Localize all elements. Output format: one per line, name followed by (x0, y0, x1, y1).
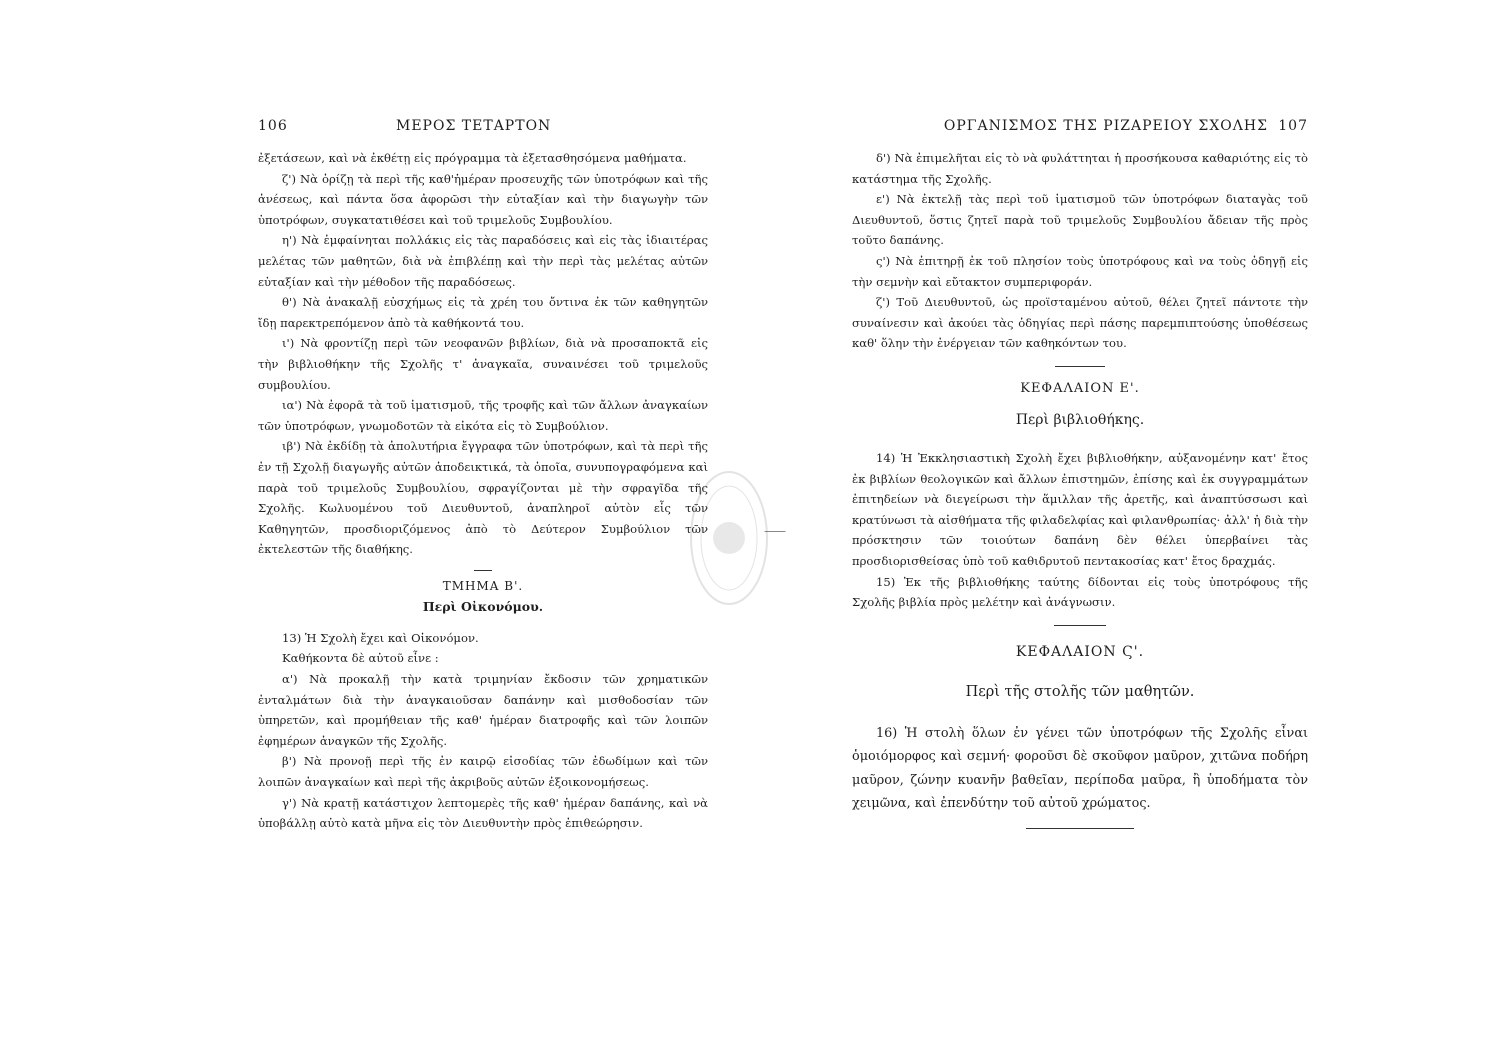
uniform-body (852, 722, 1308, 816)
paragraph: θ') Νὰ ἀνακαλῇ εὐσχήμως εἰς τὰ χρέη του ὄντινα ἐκ τῶν καθηγητῶν ἴδῃ παρεκτρεπόμενον ἀπὸ τὰ καθήκοντά του. (258, 295, 708, 330)
paragraph: ε') Νὰ ἐκτελῇ τὰς περὶ τοῦ ἱματισμοῦ τῶν ὑποτρόφων διαταγὰς τοῦ Διευθυντοῦ, ὅστις ζητεῖ παρὰ τοῦ τριμελοῦς Συμβουλίου ἄδειαν τῆς πρὸς τοῦτο δαπάνης. (852, 192, 1308, 248)
right-running-head: ΟΡΓΑΝΙΣΜΟΣ ΤΗΣ ΡΙΖΑΡΕΙΟΥ ΣΧΟΛΗΣ (943, 118, 1268, 134)
oikonomos-body (258, 628, 708, 834)
paragraph: γ') Νὰ κρατῇ κατάστιχον λεπτομερὲς τῆς καθ' ἡμέραν δαπάνης, καὶ νὰ ὑποβάλλῃ αὐτὸ κατὰ μῆνα εἰς τὸν Διευθυντὴν πρὸς ἐπιθεώρησιν. (258, 795, 708, 831)
paragraph: ζ') Νὰ ὁρίζῃ τὰ περὶ τῆς καθ'ἡμέραν προσευχῆς τῶν ὑποτρόφων καὶ τῆς ἀνέσεως, καὶ πάντα ὅσα ἀφορῶσι τὴν εὐταξίαν καὶ τὴν διαγωγὴν τῶν ὑποτρόφων, συγκατατιθέσει καὶ τοῦ τριμελοῦς Συμβουλίου. (258, 171, 708, 227)
paragraph: β') Νὰ προνοῇ περὶ τῆς ἐν καιρῷ εἰσοδίας τῶν ἐδωδίμων καὶ τῶν λοιπῶν ἀναγκαίων καὶ περὶ τῆς ἀκριβοῦς αὐτῶν ἐξοικονομήσεως. (258, 754, 708, 790)
left-page (258, 118, 708, 834)
right-page-header (852, 118, 1308, 148)
section-subheading: Περὶ Οἰκονόμου. (422, 598, 544, 614)
library-body (852, 448, 1308, 613)
right-page (852, 118, 1308, 829)
chapter-s-heading: ΚΕΦΑΛΑΙΟΝ Ϛ'. (1015, 643, 1145, 660)
paragraph: 13) Ἡ Σχολὴ ἔχει καὶ Οἰκονόμον. (282, 630, 479, 645)
paragraph: ἐξετάσεων, καὶ νὰ ἐκθέτῃ εἰς πρόγραμμα τὰ ἐξετασθησόμενα μαθήματα. (258, 151, 687, 165)
divider (1055, 366, 1105, 367)
end-divider (1026, 828, 1134, 829)
paragraph: 15) Ἐκ τῆς βιβλιοθήκης ταύτης δίδονται εἰς τοὺς ὑποτρόφους τῆς Σχολῆς βιβλία πρὸς μελέτην καὶ ἀνάγνωσιν. (852, 574, 1308, 610)
right-body (852, 148, 1308, 354)
paragraph: ιβ') Νὰ ἐκδίδῃ τὰ ἀπολυτήρια ἔγγραφα τῶν ὑποτρόφων, καὶ τὰ περὶ τῆς ἐν τῇ Σχολῇ διαγωγῆς αὐτῶν ἀποδεικτικά, τὰ ὁποῖα, συνυπογραφόμενα καὶ παρὰ τοῦ τριμελοῦς Συμβουλίου, σφραγίζονται μὲ τὴν σφραγῖδα τῆς Σχολῆς. Κωλυομένου τοῦ Διευθυντοῦ, ἀναπληροῖ αὐτὸν εἷς τῶν Καθηγητῶν, προσδιοριζόμενος ἀπὸ τὸ Δεύτερον Συμβούλιον τῶν ἐκτελεστῶν τῆς διαθήκης. (258, 439, 708, 557)
paragraph: ζ') Τοῦ Διευθυντοῦ, ὡς προϊσταμένου αὐτοῦ, θέλει ζητεῖ πάντοτε τὴν συναίνεσιν καὶ ἀκούει τὰς ὁδηγίας περὶ πάσης παρεμπιπτούσης ὑποθέσεως καθ' ὅλην τὴν ἐνέργειαν τῶν καθηκόντων του. (852, 295, 1308, 351)
section-heading: ΤΜΗΜΑ Β'. (442, 578, 524, 593)
divider (1054, 625, 1106, 626)
paragraph: η') Νὰ ἐμφαίνηται πολλάκις εἰς τὰς παραδόσεις καὶ εἰς τὰς ἰδιαιτέρας μελέτας τῶν μαθητῶν, διὰ νὰ ἐπιβλέπῃ καὶ τὴν περὶ τὰς μελέτας αὐτῶν εὐταξίαν καὶ τὴν μέθοδον τῆς παραδόσεως. (258, 233, 708, 289)
chapter-e-subheading: Περὶ βιβλιοθήκης. (1015, 411, 1145, 428)
stray-ink-mark: ⸺ (764, 524, 786, 539)
chapter-e-heading: ΚΕΦΑΛΑΙΟΝ Ε'. (1020, 380, 1140, 396)
paragraph: 14) Ἡ Ἐκκλησιαστικὴ Σχολὴ ἔχει βιβλιοθήκην, αὐξανομένην κατ' ἔτος ἐκ βιβλίων θεολογικῶν καὶ ἄλλων ἐπιστημῶν, ἐπίσης καὶ ἐκ συγγραμμάτων ἐπιτηδείων νὰ διεγείρωσι τὴν ἅμιλλαν τῆς ἀρετῆς, καὶ ἀναπτύσσωσι καὶ κρατύνωσι τὰ αἰσθήματα τῆς φιλαδελφίας καὶ φιλανθρωπίας· ἀλλ' ἡ διὰ τὴν πρόσκτησιν τῶν τοιούτων δαπάνη δὲν θέλει ὑπερβαίνει τὰς προσδιορισθείσας ὑπὸ τοῦ καθιδρυτοῦ πεντακοσίας κατ' ἔτος δραχμάς. (852, 450, 1308, 568)
paragraph: ια') Νὰ ἐφορᾶ τὰ τοῦ ἱματισμοῦ, τῆς τροφῆς καὶ τῶν ἄλλων ἀναγκαίων τῶν ὑποτρόφων, γνωμοδοτῶν τὰ εἰκότα εἰς τὸ Συμβούλιον. (258, 398, 708, 433)
left-body (258, 148, 708, 560)
library-seal-watermark (688, 468, 770, 608)
paragraph: α') Νὰ προκαλῇ τὴν κατὰ τριμηνίαν ἔκδοσιν τῶν χρηματικῶν ἐνταλμάτων διὰ τὴν ἀναγκαιοῦσαν δαπάνην καὶ μισθοδοσίαν τῶν ὑπηρετῶν, καὶ προμήθειαν τῆς καθ' ἡμέραν διατροφῆς καὶ τῶν λοιπῶν ἐφημέρων ἀναγκῶν τῆς Σχολῆς. (258, 672, 708, 748)
chapter-s-subheading: Περὶ τῆς στολῆς τῶν μαθητῶν. (965, 683, 1195, 700)
short-divider (474, 570, 492, 571)
paragraph: ι') Νὰ φροντίζῃ περὶ τῶν νεοφανῶν βιβλίων, διὰ νὰ προσαποκτᾶ εἰς τὴν βιβλιοθήκην τῆς Σχολῆς τ' ἀναγκαῖα, συναινέσει τοῦ τριμελοῦς συμβουλίου. (258, 336, 708, 392)
paragraph: δ') Νὰ ἐπιμελῆται εἰς τὸ νὰ φυλάττηται ἡ προσήκουσα καθαριότης εἰς τὸ κατάστημα τῆς Σχολῆς. (852, 151, 1308, 186)
paragraph: 16) Ἡ στολὴ ὅλων ἐν γένει τῶν ὑποτρόφων τῆς Σχολῆς εἶναι ὁμοιόμορφος καὶ σεμνή· φοροῦσι δὲ σκοῦφον μαῦρον, χιτῶνα ποδήρη μαῦρον, ζώνην κυανῆν βαθεῖαν, περίποδα μαῦρα, ἢ ὑποδήματα τὸν χειμῶνα, καὶ ἐπενδύτην τοῦ αὐτοῦ χρώματος. (852, 725, 1308, 812)
paragraph: ς') Νὰ ἐπιτηρῇ ἐκ τοῦ πλησίον τοὺς ὑποτρόφους καὶ να τοὺς ὁδηγῇ εἰς τὴν σεμνὴν καὶ εὔτακτον συμπεριφοράν. (852, 253, 1308, 289)
right-page-number: 107 (1278, 118, 1308, 134)
paragraph: Καθήκοντα δὲ αὐτοῦ εἶνε : (282, 651, 439, 666)
left-running-head: ΜΕΡΟΣ ΤΕΤΑΡΤΟΝ (396, 118, 552, 134)
left-page-header (258, 118, 708, 148)
left-page-number: 106 (258, 118, 288, 134)
